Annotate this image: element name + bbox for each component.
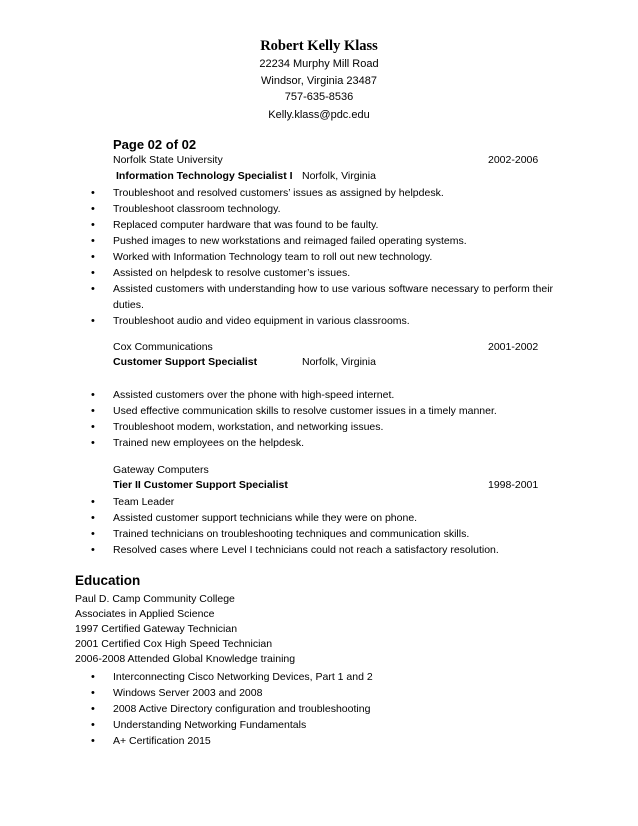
bullet-icon: • <box>91 421 95 433</box>
education-heading: Education <box>75 573 141 588</box>
list-item: • Resolved cases where Level I technicians could not reach a satisfactory resolution. <box>91 544 499 556</box>
bullet-icon: • <box>91 719 95 731</box>
bullet-icon: • <box>91 203 95 215</box>
phone-number: 757-635-8536 <box>284 91 354 103</box>
bullet-icon: • <box>91 528 95 540</box>
bullet-icon: • <box>91 235 95 247</box>
bullet-icon: • <box>91 496 95 508</box>
bullet-icon: • <box>91 671 95 683</box>
address-line-1: 22234 Murphy Mill Road <box>259 58 379 70</box>
list-item: • Troubleshoot and resolved customers’ issues as assigned by helpdesk. <box>91 187 444 199</box>
page-label: Page 02 of 02 <box>113 137 197 152</box>
job-title: Information Technology Specialist I <box>116 170 293 182</box>
education-line: Associates in Applied Science <box>75 608 215 620</box>
bullet-icon: • <box>91 251 95 263</box>
training-list <box>91 669 373 749</box>
bullet-icon: • <box>91 687 95 699</box>
employment-dates: 1998-2001 <box>488 479 539 491</box>
job-location: Norfolk, Virginia <box>302 356 376 368</box>
bullet-icon: • <box>91 283 95 295</box>
list-item: • Troubleshoot classroom technology. <box>91 203 281 215</box>
job-duties-list <box>91 185 553 329</box>
list-item: • Assisted customers with understanding how to use various software necessary to perform their <box>91 283 554 295</box>
job-duties-list <box>91 494 499 558</box>
list-item: • Windows Server 2003 and 2008 <box>91 687 263 699</box>
bullet-icon: • <box>91 735 95 747</box>
list-item: • Assisted customer support technicians while they were on phone. <box>91 512 418 524</box>
bullet-icon: • <box>91 437 95 449</box>
list-item: • Worked with Information Technology team to roll out new technology. <box>91 251 433 263</box>
resume-name: Robert Kelly Klass <box>260 38 378 54</box>
list-item: • Team Leader <box>91 496 175 508</box>
list-item: • Replaced computer hardware that was found to be faulty. <box>91 219 379 231</box>
education-line: 2001 Certified Cox High Speed Technician <box>75 638 273 650</box>
list-item: • Troubleshoot audio and video equipment in various classrooms. <box>91 315 410 327</box>
education-line: 1997 Certified Gateway Technician <box>75 623 238 635</box>
education-line: 2006-2008 Attended Global Knowledge training <box>75 653 296 665</box>
job-location: Norfolk, Virginia <box>302 170 376 182</box>
bullet-icon: • <box>91 219 95 231</box>
list-item: • 2008 Active Directory configuration and troubleshooting <box>91 703 371 715</box>
bullet-icon: • <box>91 187 95 199</box>
job-title: Customer Support Specialist <box>113 356 258 368</box>
bullet-icon: • <box>91 512 95 524</box>
list-item: • Interconnecting Cisco Networking Devices, Part 1 and 2 <box>91 671 373 683</box>
email-address: Kelly.klass@pdc.edu <box>268 109 370 121</box>
bullet-icon: • <box>91 389 95 401</box>
list-item: • Trained technicians on troubleshooting techniques and communication skills. <box>91 528 470 540</box>
bullet-icon: • <box>91 267 95 279</box>
employment-dates: 2001-2002 <box>488 341 539 353</box>
employer-name: Cox Communications <box>113 341 213 353</box>
education-line: Paul D. Camp Community College <box>75 593 235 605</box>
bullet-icon: • <box>91 544 95 556</box>
list-item: • A+ Certification 2015 <box>91 735 211 747</box>
list-item: • Used effective communication skills to resolve customer issues in a timely manner. <box>91 405 497 417</box>
bullet-icon: • <box>91 315 95 327</box>
list-item: • Assisted on helpdesk to resolve customer’s issues. <box>91 267 351 279</box>
employer-name: Gateway Computers <box>113 464 209 476</box>
list-item: • Understanding Networking Fundamentals <box>91 719 307 731</box>
list-item: • Trained new employees on the helpdesk. <box>91 437 305 449</box>
address-line-2: Windsor, Virginia 23487 <box>261 75 377 87</box>
list-item: • Assisted customers over the phone with high-speed internet. <box>91 389 395 401</box>
bullet-icon: • <box>91 703 95 715</box>
list-item-continuation: duties. <box>113 299 144 311</box>
bullet-icon: • <box>91 405 95 417</box>
employer-name: Norfolk State University <box>113 154 223 166</box>
job-title: Tier II Customer Support Specialist <box>113 479 288 491</box>
list-item: • Pushed images to new workstations and reimaged failed operating systems. <box>91 235 467 247</box>
employment-dates: 2002-2006 <box>488 154 539 166</box>
job-duties-list <box>91 387 497 451</box>
list-item: • Troubleshoot modem, workstation, and networking issues. <box>91 421 384 433</box>
